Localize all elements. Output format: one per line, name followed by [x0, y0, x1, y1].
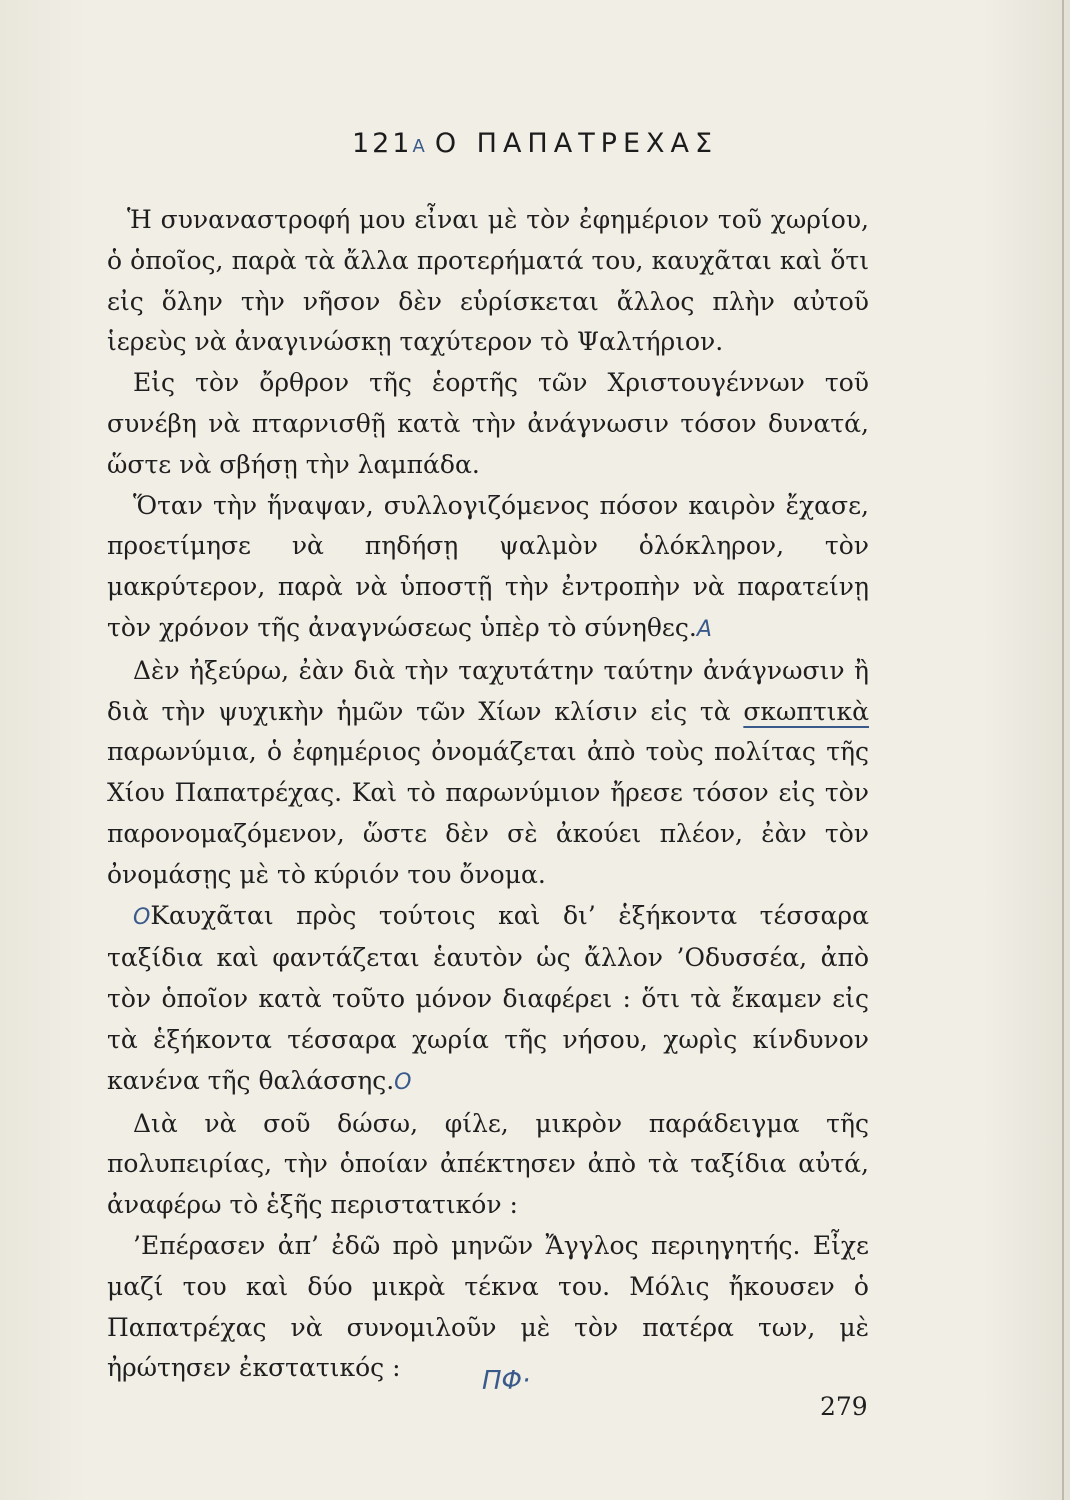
paragraph-2: Εἰς τὸν ὄρθρον τῆς ἑορτῆς τῶν Χριστουγέννων τοῦ συνέβη νὰ πταρνισθῇ κατὰ τὴν ἀνάγνωσιν τόσον δυνατά, ὥστε νὰ σβήσῃ τὴν λαμπάδα.: [107, 368, 869, 479]
paragraph-4-text-after: παρωνύμια, ὁ ἐφημέριος ὀνομάζεται ἀπὸ τοὺς πολίτας τῆς Χίου Παπατρέχας. Καὶ τὸ παρωνύμιον ἤρεσε τόσον εἰς τὸν παρονομαζόμενον, ὥστε δὲν σὲ ἀκούει πλέον, ἐὰν τὸν ὀνομάσῃς μὲ τὸ κύριόν του ὄνομα.: [107, 737, 869, 889]
underlined-word: σκωπτικὰ: [743, 696, 869, 726]
handwritten-folio-mark: ΠΦ·: [482, 1366, 531, 1396]
header-annotation-mark: A: [412, 136, 425, 157]
paragraph-5-end-mark: O: [394, 1069, 412, 1095]
paragraph-5-start-mark: O: [133, 904, 151, 930]
paragraph-7: ’Επέρασεν ἀπ’ ἐδῶ πρὸ μηνῶν Ἄγγλος περιηγητής. Εἶχε μαζί του καὶ δύο μικρὰ τέκνα του. Μόλις ἤκουσεν ὁ Παπατρέχας νὰ συνομιλοῦν μὲ τὸν πατέρα των, μὲ ἠρώτησεν ἐκστατικός :: [107, 1230, 869, 1383]
paragraph-1: Ἡ συναναστροφή μου εἶναι μὲ τὸν ἐφημέριον τοῦ χωρίου, ὁ ὁποῖος, παρὰ τὰ ἄλλα προτερήματά του, καυχᾶται καὶ ὅτι εἰς ὅλην τὴν νῆσον δὲν εὑρίσκεται ἄλλος πλὴν αὐτοῦ ἱερεὺς νὰ ἀναγινώσκῃ ταχύτερον τὸ Ψαλτήριον.: [107, 205, 869, 357]
paragraph-5-text: Καυχᾶται πρὸς τούτοις καὶ δι’ ἑξήκοντα τέσσαρα ταξίδια καὶ φαντάζεται ἑαυτὸν ὡς ἄλλον ’Οδυσσέα, ἀπὸ τὸν ὁποῖον κατὰ τοῦτο μόνον διαφέρει : ὅτι τὰ ἔκαμεν εἰς τὰ ἑξήκοντα τέσσαρα χωρία τῆς νήσου, χωρὶς κίνδυνον κανένα τῆς θαλάσσης.: [107, 900, 869, 1095]
page-edge-shadow: [1062, 0, 1064, 1500]
header-title: Ο ΠΑΠΑΤΡΕΧΑΣ: [434, 128, 719, 159]
paragraph-4-text-before: Δὲν ἠξεύρω, ἐὰν διὰ τὴν ταχυτάτην ταύτην ἀνάγνωσιν ἢ διὰ τὴν ψυχικὴν ἡμῶν τῶν Χίων κλίσιν εἰς τὰ: [107, 655, 869, 726]
running-header: [0, 128, 1070, 159]
paragraph-4: [107, 651, 869, 896]
body-text: [107, 200, 869, 1389]
header-page-ref: 121: [351, 128, 413, 159]
paragraph-3-end-mark: A: [696, 616, 712, 642]
paragraph-5: [107, 896, 869, 1104]
paragraph-3-text: Ὅταν τὴν ἥναψαν, συλλογιζόμενος πόσον καιρὸν ἔχασε, προετίμησε νὰ πηδήσῃ ψαλμὸν ὁλόκληρον, τὸν μακρύτερον, παρὰ νὰ ὑποστῇ τὴν ἐντροπὴν νὰ παρατείνῃ τὸν χρόνον τῆς ἀναγνώσεως ὑπὲρ τὸ σύνηθες.: [107, 490, 869, 642]
paragraph-6: Διὰ νὰ σοῦ δώσω, φίλε, μικρὸν παράδειγμα τῆς πολυπειρίας, τὴν ὁποίαν ἀπέκτησεν ἀπὸ τὰ ταξίδια αὐτά, ἀναφέρω τὸ ἑξῆς περιστατικόν :: [107, 1108, 869, 1220]
paragraph-3: [107, 486, 869, 651]
page-number: 279: [820, 1392, 868, 1421]
